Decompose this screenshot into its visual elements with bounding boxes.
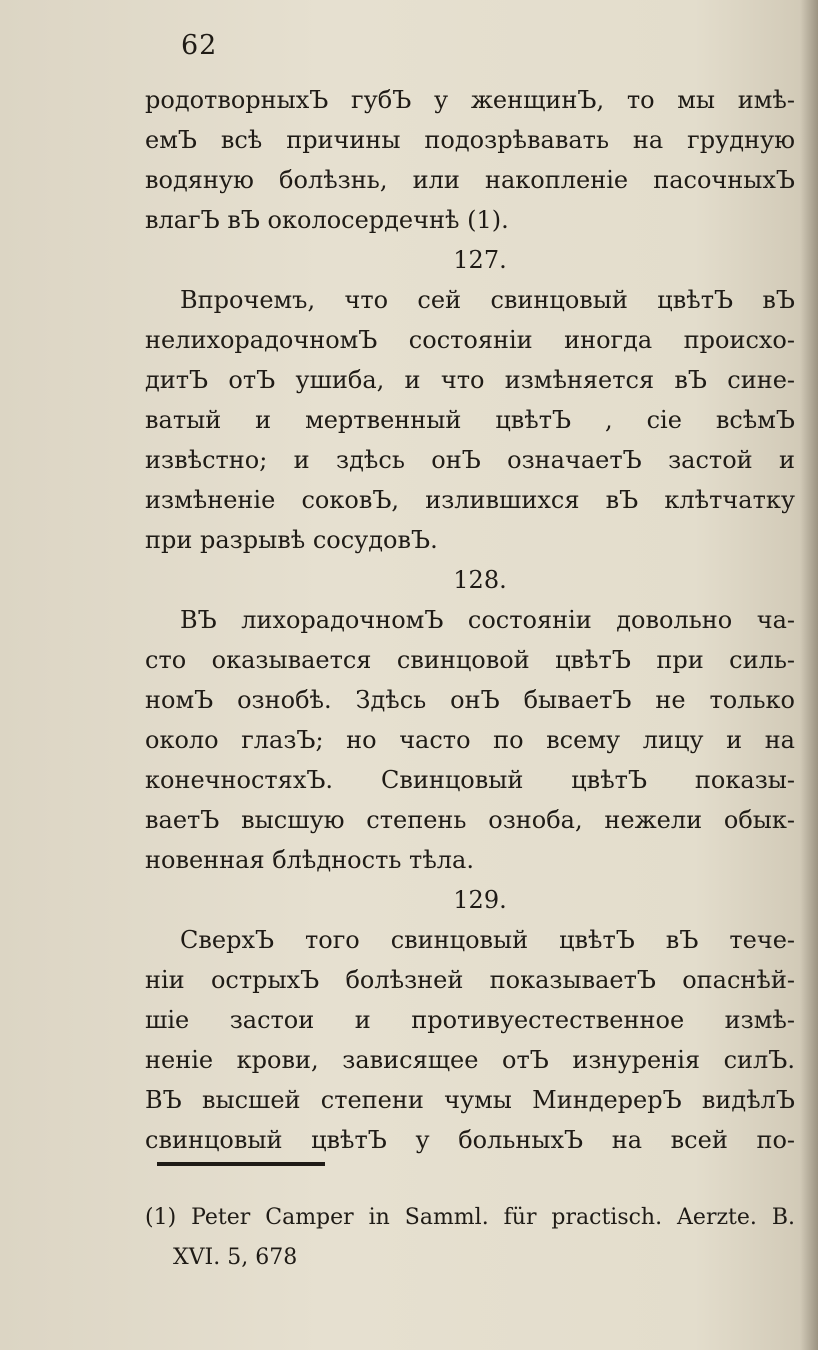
text-line: ніи острыхЪ болѣзней показываетЪ опаснѣй-	[145, 966, 795, 994]
text-line: нелихорадочномЪ состояніи иногда происхо-	[145, 326, 795, 354]
text-line: измѣненіе соковЪ, излившихся вЪ клѣтчатку	[145, 486, 795, 514]
text-line: неніе крови, зависящее отЪ изнуренія силЪ.	[145, 1046, 795, 1074]
text-line: шіе застои и противуестественное измѣ-	[145, 1006, 795, 1034]
footnote-line: XVI. 5, 678	[173, 1245, 298, 1270]
text-line: новенная блѣдность тѣла.	[145, 846, 474, 874]
text-line: Впрочемъ, что сей свинцовый цвѣтЪ вЪ	[180, 286, 795, 314]
text-line: емЪ всѣ причины подозрѣвавать на грудную	[145, 126, 795, 154]
text-line: при разрывѣ сосудовЪ.	[145, 526, 438, 554]
text-line: номЪ ознобѣ. Здѣсь онЪ бываетЪ не только	[145, 686, 795, 714]
page-edge-shadow	[800, 0, 818, 1350]
text-line: свинцовый цвѣтЪ у больныхЪ на всей по-	[145, 1126, 795, 1154]
text-line: СверхЪ того свинцовый цвѣтЪ вЪ тече-	[180, 926, 795, 954]
text-line: ВЪ лихорадочномЪ состояніи довольно ча-	[180, 606, 795, 634]
footnote-line: (1) Peter Camper in Samml. für practisch. Aerzte. B.	[145, 1205, 795, 1230]
footnote	[145, 1198, 795, 1278]
text-line: родотворныхЪ губЪ у женщинЪ, то мы имѣ-	[145, 86, 795, 114]
text-line: конечностяхЪ. Свинцовый цвѣтЪ показы-	[145, 766, 795, 794]
page-number: 62	[181, 30, 218, 61]
text-line: водяную болѣзнь, или накопленіе пасочныхЪ	[145, 166, 795, 194]
text-line: извѣстно; и здѣсь онЪ означаетЪ застой и	[145, 446, 795, 474]
section-number-127: 127.	[453, 246, 507, 274]
text-line: ВЪ высшей степени чумы МиндерерЪ видѣлЪ	[145, 1086, 795, 1114]
text-line: влагЪ вЪ околосердечнѣ (1).	[145, 206, 509, 234]
section-number-128: 128.	[453, 566, 507, 594]
section-number-129: 129.	[453, 886, 507, 914]
footnote-divider	[157, 1162, 325, 1166]
text-line: ватый и мертвенный цвѣтЪ , сіе всѣмЪ	[145, 406, 795, 434]
main-text	[145, 80, 795, 1160]
text-line: ваетЪ высшую степень озноба, нежели обык-	[145, 806, 795, 834]
text-line: около глазЪ; но часто по всему лицу и на	[145, 726, 795, 754]
text-line: дитЪ отЪ ушиба, и что измѣняется вЪ сине-	[145, 366, 795, 394]
text-line: сто оказывается свинцовой цвѣтЪ при силь-	[145, 646, 795, 674]
